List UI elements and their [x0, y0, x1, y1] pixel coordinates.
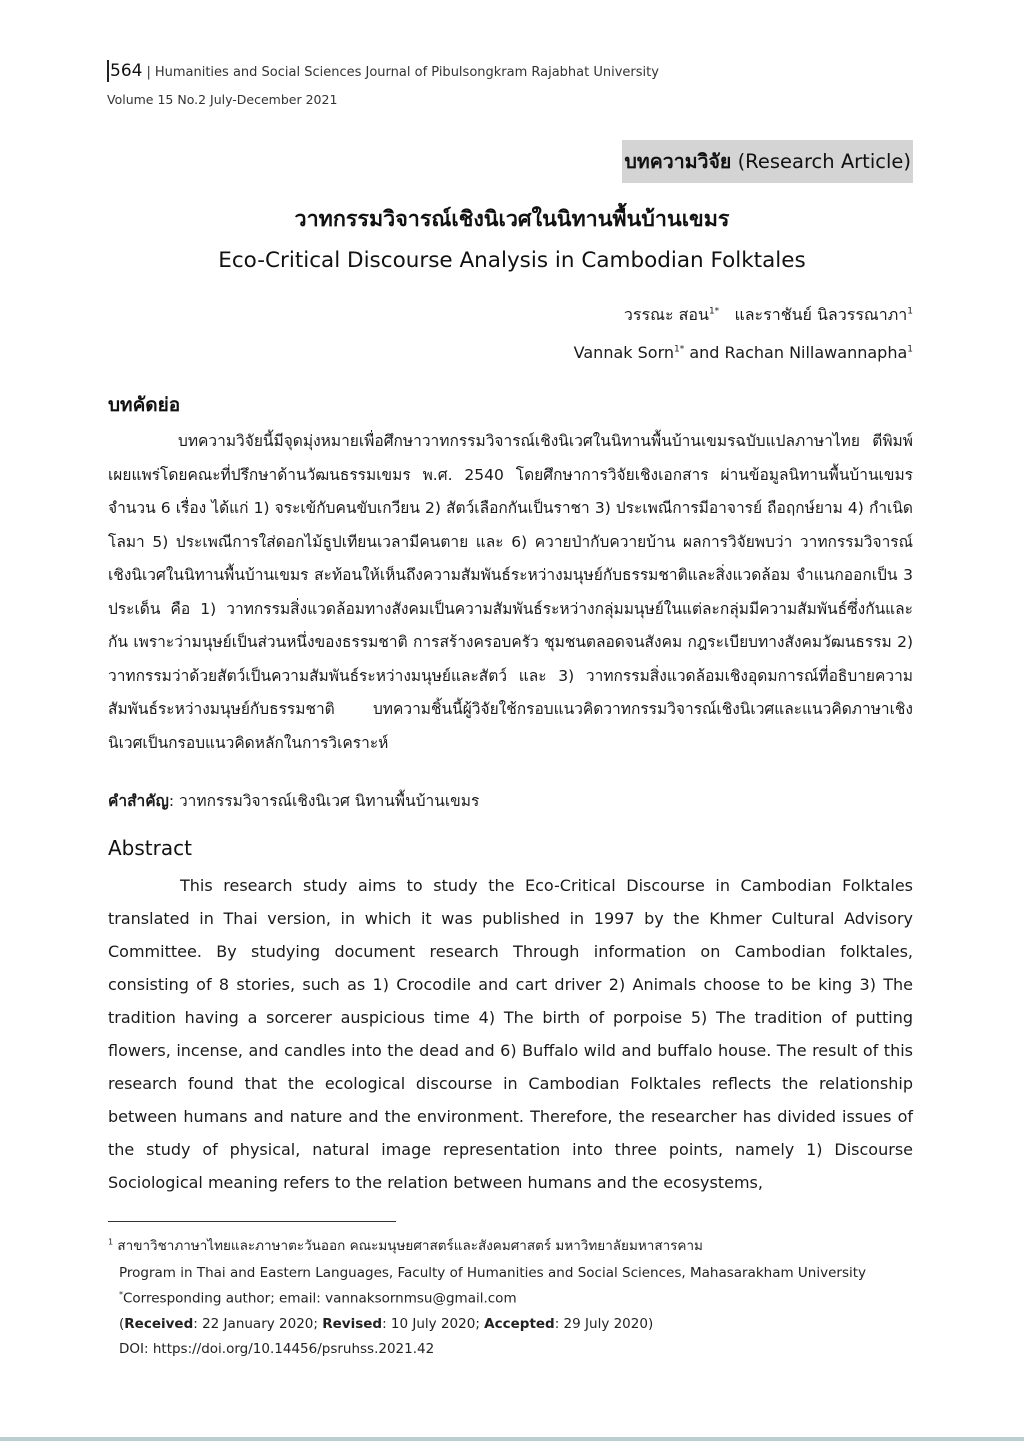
corresponding-marker: *	[119, 1290, 123, 1299]
accepted-label: Accepted	[484, 1315, 555, 1332]
abstract-english-text: This research study aims to study the Eco-Critical Discourse in Cambodian Folktales translated in Thai version, in which it was published in 1997 by the Khmer Cultural Advisory Committee. By studying document research Through information on Cambodian folktales, consisting of 8 stories, such as 1) Crocodile and cart driver 2) Animals choose to be king 3) The tradition having a sorcerer auspicious time 4) The birth of porpoise 5) The tradition of putting flowers, incense, and candles into the dead and 6) Buffalo wild and buffalo house. The result of this research found that the ecological discourse in Cambodian Folktales reflects the relationship between humans and nature and the environment. Therefore, the researcher has divided issues of the study of physical, natural image representation into three points, namely 1) Discourse Sociological meaning refers to the relation between humans and the ecosystems,	[108, 876, 913, 1192]
abstract-thai-text: บทความวิจัยนี้มีจุดมุ่งหมายเพื่อศึกษาวาทกรรมวิจารณ์เชิงนิเวศในนิทานพื้นบ้านเขมรฉบับแปลภาษาไทย ตีพิมพ์เผยแพร่โดยคณะที่ปรึกษาด้านวัฒนธรรมเขมร พ.ศ. 2540 โดยศึกษาการวิจัยเชิงเอกสาร ผ่านข้อมูลนิทานพื้นบ้านเขมรจำนวน 6 เรื่อง ได้แก่ 1) จระเข้กับคนขับเกวียน 2) สัตว์เลือกกันเป็นราชา 3) ประเพณีการมีอาจารย์ ถือฤกษ์ยาม 4) กำเนิดโลมา 5) ประเพณีการใส่ดอกไม้ธูปเทียนเวลามีคนตาย และ 6) ควายป่ากับควายบ้าน ผลการวิจัยพบว่า วาทกรรมวิจารณ์เชิงนิเวศในนิทานพื้นบ้านเขมร สะท้อนให้เห็นถึงความสัมพันธ์ระหว่างมนุษย์กับธรรมชาติและสิ่งแวดล้อม จำแนกออกเป็น 3 ประเด็น คือ 1) วาทกรรมสิ่งแวดล้อมทางสังคมเป็นความสัมพันธ์ระหว่างกลุ่มมนุษย์ในแต่ละกลุ่มมีความสัมพันธ์ซึ่งกันและกัน เพราะว่ามนุษย์เป็นส่วนหนึ่งของธรรมชาติ การสร้างครอบครัว ชุมชนตลอดจนสังคม กฎระเบียบทางสังคมวัฒนธรรม 2) วาทกรรมว่าด้วยสัตว์เป็นความสัมพันธ์ระหว่างมนุษย์และสัตว์ และ 3) วาทกรรมสิ่งแวดล้อมเชิงอุดมการณ์ที่อธิบายความสัมพันธ์ระหว่างมนุษย์กับธรรมชาติ บทความชิ้นนี้ผู้วิจัยใช้กรอบแนวคิดวาทกรรมวิจารณ์เชิงนิเวศและแนวคิดภาษาเชิงนิเวศเป็นกรอบแนวคิดหลักในการวิเคราะห์	[108, 432, 913, 752]
corresponding-author	[108, 1290, 918, 1307]
submission-dates: (Received: 22 January 2020; Revised: 10 July 2020; Accepted: 29 July 2020)	[119, 1315, 654, 1332]
header-separator: |	[146, 65, 151, 80]
running-header	[107, 60, 927, 107]
author2-thai-marker: 1	[907, 306, 913, 317]
abstract-thai-heading: บทคัดย่อ	[108, 394, 181, 416]
authors-english	[574, 343, 913, 362]
author2-english-marker: 1	[907, 344, 913, 355]
footnote-divider	[108, 1221, 396, 1222]
article-type-thai: บทความวิจัย	[624, 150, 732, 173]
keywords-text: วาทกรรมวิจารณ์เชิงนิเวศ นิทานพื้นบ้านเขมร	[178, 792, 480, 810]
page-number: 564	[107, 60, 142, 82]
keywords-line: คำสำคัญ: วาทกรรมวิจารณ์เชิงนิเวศ นิทานพื้นบ้านเขมร	[108, 792, 480, 810]
title-thai: วาทกรรมวิจารณ์เชิงนิเวศในนิทานพื้นบ้านเขมร	[294, 207, 730, 232]
revised-label: Revised	[322, 1315, 383, 1332]
corresponding-text: Corresponding author; email: vannaksornmsu@gmail.com	[123, 1290, 517, 1307]
revised-date: : 10 July 2020;	[382, 1315, 480, 1332]
received-date: : 22 January 2020;	[193, 1315, 318, 1332]
article-type-badge	[622, 140, 913, 183]
received-label: Received	[124, 1315, 194, 1332]
title-english: Eco-Critical Discourse Analysis in Cambodian Folktales	[218, 248, 806, 273]
author2-english: Rachan Nillawannapha	[724, 343, 908, 362]
affiliation-thai-text: สาขาวิชาภาษาไทยและภาษาตะวันออก คณะมนุษยศาสตร์และสังคมศาสตร์ มหาวิทยาลัยมหาสารคาม	[117, 1238, 703, 1254]
affiliation-thai	[108, 1234, 918, 1256]
author1-english-marker: 1*	[674, 344, 685, 355]
authors-thai	[574, 303, 913, 328]
keywords-label: คำสำคัญ	[108, 792, 169, 810]
author1-thai-marker: 1*	[708, 306, 720, 317]
author1-thai: วรรณะ สอน	[623, 305, 709, 324]
article-type-english: (Research Article)	[737, 150, 911, 173]
author-joiner-english: and	[689, 343, 720, 362]
journal-name: Humanities and Social Sciences Journal of Pibulsongkram Rajabhat University	[154, 65, 659, 80]
author1-english: Vannak Sorn	[573, 343, 674, 362]
footnotes	[108, 1234, 918, 1366]
author-block	[574, 303, 913, 377]
doi: DOI: https://doi.org/10.14456/psruhss.2021.42	[119, 1340, 435, 1357]
abstract-english-body	[108, 869, 913, 1199]
author-joiner-thai: และ	[734, 305, 764, 324]
author2-thai: ราชันย์ นิลวรรณาภา	[763, 305, 908, 324]
accepted-date: : 29 July 2020)	[554, 1315, 654, 1332]
abstract-english-heading: Abstract	[108, 836, 192, 860]
affiliation-english: Program in Thai and Eastern Languages, Faculty of Humanities and Social Sciences, Mahasarakham University	[119, 1265, 867, 1281]
volume-info: Volume 15 No.2 July-December 2021	[107, 92, 338, 107]
affiliation-marker: 1	[108, 1237, 114, 1247]
bottom-border	[0, 1437, 1024, 1441]
abstract-thai-body	[108, 425, 913, 760]
